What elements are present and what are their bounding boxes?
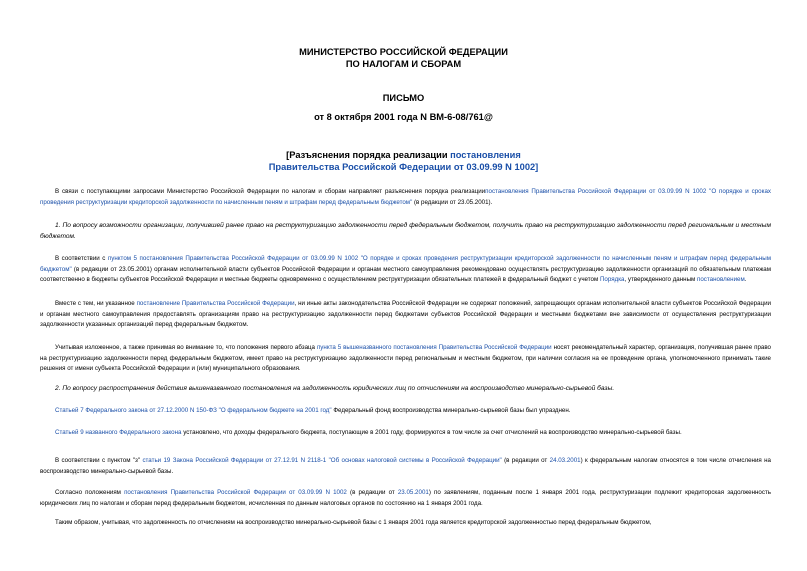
- paragraph-7: В соответствии с пунктом "з" статьи 19 Закона Российской Федерации от 27.12.91 N 2118-1 "Об основах налоговой системы в Российской Федерации" (в редакции от 24.03.2001) к федеральным налогам относятся в том числе отчисления на воспроизводство минерально-сырьевой базы.: [40, 457, 771, 475]
- paragraph-2: В соответствии с пунктом 5 постановления Правительства Российской Федерации от 03.09.99 N 1002 "О порядке и сроках проведения реструктуризации кредиторской задолженности по начисленным пеням и штрафам перед федеральным бюджетом" (в редакции от 23.05.2001) органам исполнительной власти субъектов Российской Федерации и органам местного самоуправления рекомендовано осуществлять реструктуризацию задолженности организаций по обязательным платежам соответственно в бюджеты субъектов Российской Федерации и местные бюджеты одновременно с осуществлением реструктуризации обязательных платежей в федеральный бюджет с учетом Порядка, утвержденного данным постановлением.: [40, 255, 771, 283]
- section-1-heading: 1. По вопросу возможности организации, получившей ранее право на реструктуризацию задолженности перед федеральным бюджетом, получить право на реструктуризацию задолженности перед региональным и местным бюджетом.: [40, 222, 771, 240]
- paragraph-8: Согласно положениям постановления Правительства Российской Федерации от 03.09.99 N 1002 (в редакции от 23.05.2001) по заявлениям, поданным после 1 января 2001 года, реструктуризации подлежит кредиторская задолженность юридических лиц по налогам и сборам перед федеральным бюджетом, исчисленная по данным налоговых органов по состоянию на 1 января 2001 года.: [40, 489, 771, 507]
- link-order[interactable]: Порядка: [599, 276, 625, 283]
- subtitle-link[interactable]: постановления: [450, 150, 521, 160]
- link-resolution-8[interactable]: постановления Правительства Российской Федерации от 03.09.99 N 1002: [124, 489, 347, 496]
- paragraph-6: Статьей 9 названного Федерального закона установлено, что доходы федерального бюджета, поступающие в 2001 году, формируются в том числе за счет отчислений на воспроизводство минерально-сырьевой базы.: [55, 429, 682, 436]
- link-resolution-1002[interactable]: постановления Правительства Российской Федерации от 03.09.99 N 1002 "О порядке и сроках проведения реструктуризации кредиторской задолженности по начисленным пеням и штрафам перед федеральным бюджетом": [40, 188, 771, 206]
- link-resolution-2[interactable]: постановлением: [697, 276, 745, 283]
- link-article-7[interactable]: Статьей 7 Федерального закона от 27.12.2000 N 150-ФЗ "О федеральном бюджете на 2001 год": [55, 407, 332, 414]
- section-2-heading: 2. По вопросу распространения действия вышеназванного постановления на задолженность юридических лиц по отчислениям на воспроизводство минерально-сырьевой базы.: [55, 385, 615, 392]
- link-date-24[interactable]: 24.03.2001: [549, 457, 581, 464]
- doc-type: ПИСЬМО: [382, 93, 425, 103]
- subtitle-line-2[interactable]: Правительства Российской Федерации от 03.09.99 N 1002]: [268, 162, 539, 172]
- paragraph-5: Статьей 7 Федерального закона от 27.12.2000 N 150-ФЗ "О федеральном бюджете на 2001 год" Федеральный фонд воспроизводства минерально-сырьевой базы был упразднен.: [55, 407, 571, 414]
- doc-date: от 8 октября 2001 года N ВМ-6-08/761@: [314, 112, 493, 122]
- ministry-title: [0, 46, 807, 70]
- subtitle-line-1: [Разъяснения порядка реализации постановления: [286, 150, 521, 160]
- link-date-23[interactable]: 23.05.2001: [397, 489, 429, 496]
- link-point-5[interactable]: пунктом 5 постановления Правительства Российской Федерации от 03.09.99 N 1002 "О порядке и сроках проведения реструктуризации кредиторской задолженности по начисленным пеням и штрафам перед федеральным бюджетом": [40, 255, 771, 273]
- paragraph-4: Учитывая изложенное, а также принимая во внимание то, что положения первого абзаца пункта 5 вышеназванного постановления Правительства Российской Федерации носят рекомендательный характер, организация, получившая ранее право на реструктуризацию задолженности перед федеральным бюджетом, имеет право на реструктуризацию задолженности перед региональным и местным бюджетом, при наличии согласия на ее проведение органа, уполномоченного принимать такие решения от имени субъекта Российской Федерации и (или) муниципального образования.: [40, 344, 771, 372]
- ministry-line-2: ПО НАЛОГАМ И СБОРАМ: [345, 59, 462, 69]
- paragraph-1: В связи с поступающими запросами Министерство Российской Федерации по налогам и сборам направляет разъяснения порядка реализациипостановления Правительства Российской Федерации от 03.09.99 N 1002 "О порядке и сроках проведения реструктуризации кредиторской задолженности по начисленным пеням и штрафам перед федеральным бюджетом" (в редакции от 23.05.2001).: [40, 188, 771, 206]
- subtitle: [0, 149, 807, 173]
- ministry-line-1: МИНИСТЕРСТВО РОССИЙСКОЙ ФЕДЕРАЦИИ: [299, 47, 508, 57]
- link-resolution-3[interactable]: постановление Правительства Российской Федерации: [136, 300, 295, 307]
- paragraph-9: Таким образом, учитывая, что задолженность по отчислениям на воспроизводство минерально-сырьевой базы с 1 января 2001 года является кредиторской задолженностью перед федеральным бюджетом,: [55, 519, 652, 526]
- link-article-9[interactable]: Статьей 9 названного Федерального закона: [55, 429, 182, 436]
- link-article-19[interactable]: статьи 19 Закона Российской Федерации от 27.12.91 N 2118-1 "Об основах налоговой системы в Российской Федерации": [142, 457, 502, 464]
- link-point-5-resolution[interactable]: пункта 5 вышеназванного постановления Правительства Российской Федерации: [316, 344, 552, 351]
- paragraph-3: Вместе с тем, ни указанное постановление Правительства Российской Федерации, ни иные акты законодательства Российской Федерации не содержат положений, запрещающих органам исполнительной власти субъектов Российской Федерации и органам местного самоуправления предоставлять организациям право на реструктуризацию задолженности перед бюджетами субъектов Российской Федерации и местными бюджетами вне зависимости от осуществления реструктуризации задолженности указанных организаций перед федеральным бюджетом.: [40, 300, 771, 328]
